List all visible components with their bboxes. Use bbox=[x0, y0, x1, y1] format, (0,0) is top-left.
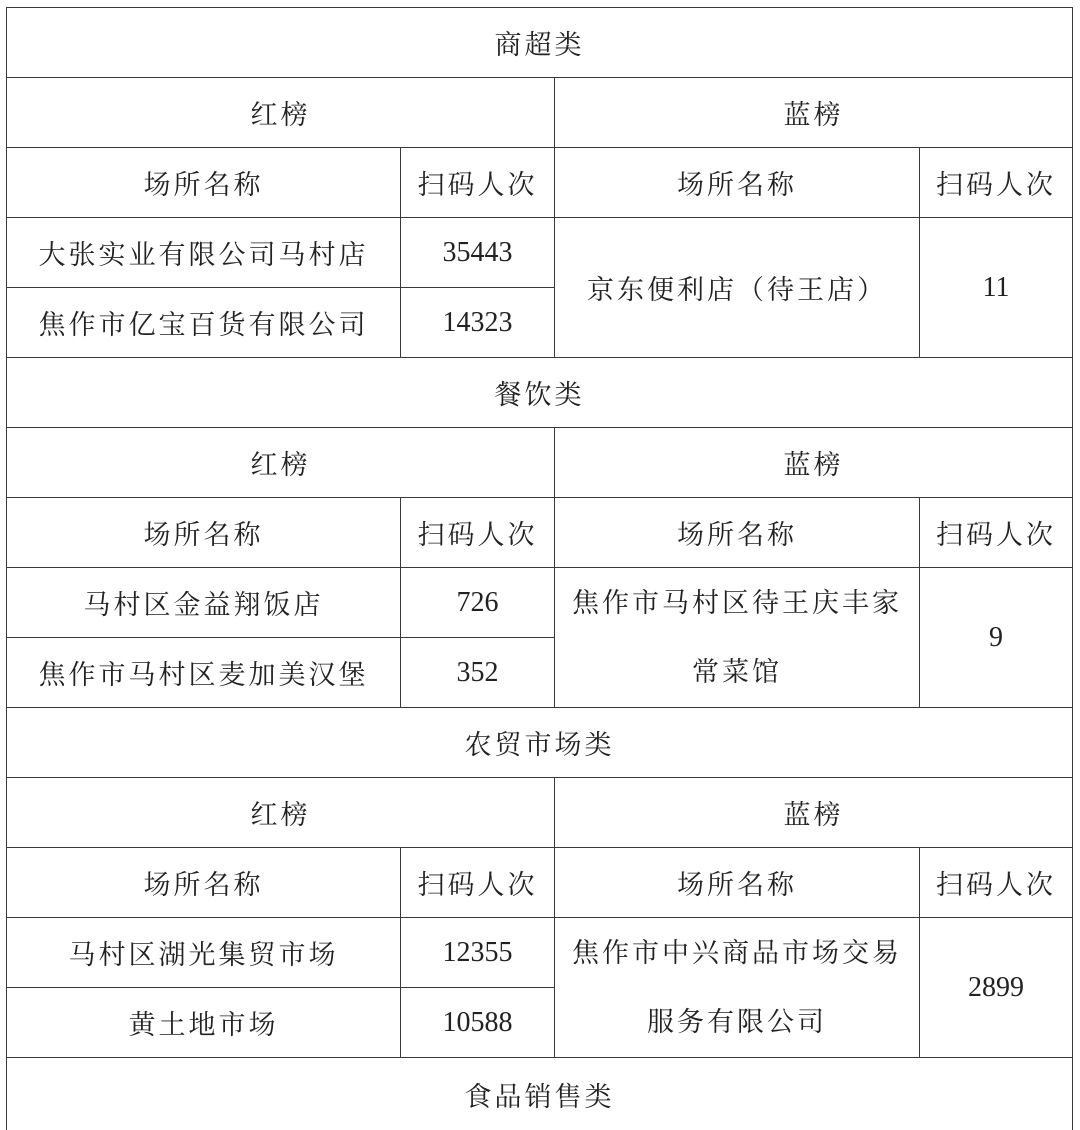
venue-name-header: 场所名称 bbox=[555, 148, 920, 218]
venue-name-header: 场所名称 bbox=[555, 848, 920, 918]
column-header-row bbox=[7, 848, 1073, 918]
red-venue-name: 马村区湖光集贸市场 bbox=[7, 918, 401, 988]
venue-name-header: 场所名称 bbox=[7, 498, 401, 568]
blue-venue-name bbox=[555, 568, 920, 708]
section-header-row bbox=[7, 708, 1073, 778]
red-venue-name: 焦作市马村区麦加美汉堡 bbox=[7, 638, 401, 708]
blue-board-label: 蓝榜 bbox=[555, 78, 1073, 148]
board-row bbox=[7, 778, 1073, 848]
column-header-row bbox=[7, 148, 1073, 218]
venue-name-header: 场所名称 bbox=[555, 498, 920, 568]
red-scan-count: 352 bbox=[401, 638, 555, 708]
table-row bbox=[7, 218, 1073, 288]
blue-venue-name-line1: 焦作市马村区待王庆丰家 bbox=[555, 569, 919, 638]
ranking-table bbox=[6, 7, 1073, 1130]
section-header-row bbox=[7, 8, 1073, 78]
blue-board-label: 蓝榜 bbox=[555, 778, 1073, 848]
venue-name-header: 场所名称 bbox=[7, 848, 401, 918]
section-header-row bbox=[7, 1058, 1073, 1130]
red-venue-name: 黄土地市场 bbox=[7, 988, 401, 1058]
category-title: 餐饮类 bbox=[7, 358, 1073, 428]
red-board-label: 红榜 bbox=[7, 428, 555, 498]
blue-venue-name-line2: 服务有限公司 bbox=[555, 988, 919, 1057]
red-scan-count: 12355 bbox=[401, 918, 555, 988]
scan-count-header: 扫码人次 bbox=[401, 848, 555, 918]
table-row bbox=[7, 918, 1073, 988]
section-header-row bbox=[7, 358, 1073, 428]
blue-venue-name: 京东便利店（待王店） bbox=[555, 218, 920, 358]
board-row bbox=[7, 78, 1073, 148]
red-board-label: 红榜 bbox=[7, 778, 555, 848]
blue-venue-name-line2: 常菜馆 bbox=[555, 638, 919, 707]
scan-count-header: 扫码人次 bbox=[401, 148, 555, 218]
red-venue-name: 马村区金益翔饭店 bbox=[7, 568, 401, 638]
red-scan-count: 14323 bbox=[401, 288, 555, 358]
red-scan-count: 10588 bbox=[401, 988, 555, 1058]
scan-count-header: 扫码人次 bbox=[920, 148, 1073, 218]
board-row bbox=[7, 428, 1073, 498]
red-board-label: 红榜 bbox=[7, 78, 555, 148]
red-scan-count: 35443 bbox=[401, 218, 555, 288]
blue-venue-name-line1: 焦作市中兴商品市场交易 bbox=[555, 919, 919, 988]
scan-count-header: 扫码人次 bbox=[401, 498, 555, 568]
category-title: 商超类 bbox=[7, 8, 1073, 78]
blue-scan-count: 9 bbox=[920, 568, 1073, 708]
red-scan-count: 726 bbox=[401, 568, 555, 638]
blue-venue-name bbox=[555, 918, 920, 1058]
scan-count-header: 扫码人次 bbox=[920, 848, 1073, 918]
scan-count-header: 扫码人次 bbox=[920, 498, 1073, 568]
table-row bbox=[7, 568, 1073, 638]
category-title: 农贸市场类 bbox=[7, 708, 1073, 778]
venue-name-header: 场所名称 bbox=[7, 148, 401, 218]
category-title: 食品销售类 bbox=[7, 1058, 1073, 1130]
red-venue-name: 焦作市亿宝百货有限公司 bbox=[7, 288, 401, 358]
red-venue-name: 大张实业有限公司马村店 bbox=[7, 218, 401, 288]
blue-scan-count: 11 bbox=[920, 218, 1073, 358]
column-header-row bbox=[7, 498, 1073, 568]
blue-board-label: 蓝榜 bbox=[555, 428, 1073, 498]
blue-scan-count: 2899 bbox=[920, 918, 1073, 1058]
